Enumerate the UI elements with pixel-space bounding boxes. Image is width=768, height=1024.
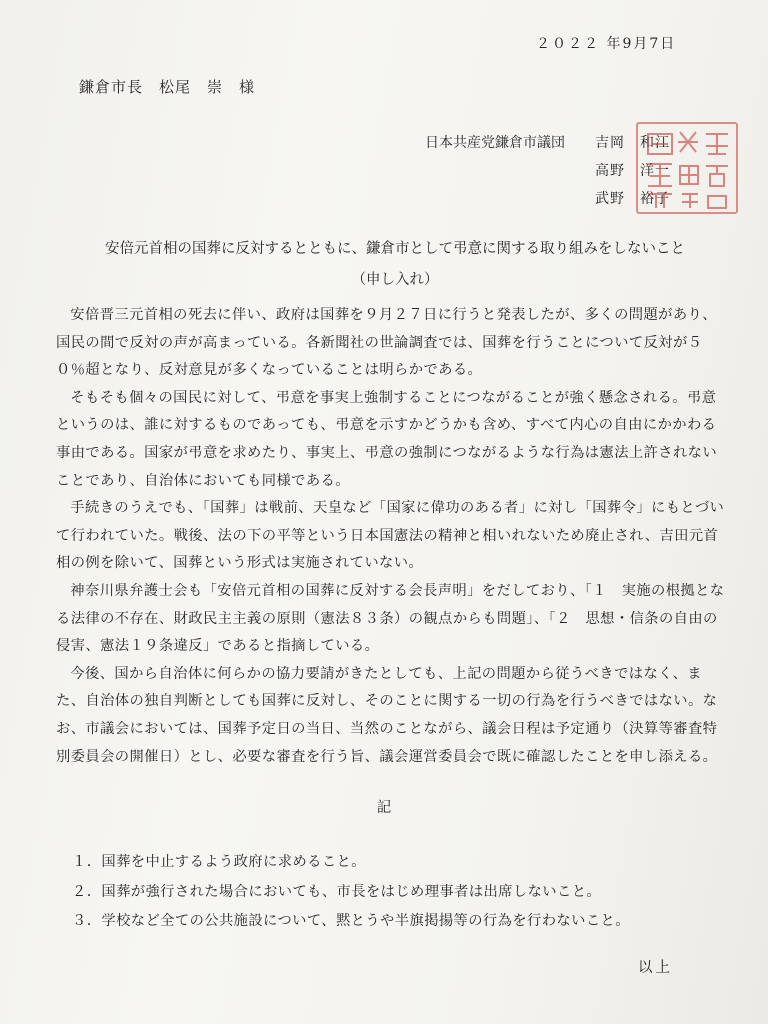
request-list xyxy=(72,848,630,937)
request-item: １．国葬を中止するよう政府に求めること。 xyxy=(72,854,366,870)
request-item: ２．国葬が強行された場合においても、市長をはじめ理事者は出席しないこと。 xyxy=(72,883,602,900)
sender-name: 吉岡 和江 xyxy=(595,135,670,151)
body-paragraph: 今後、国から自治体に何らかの協力要請がきたとしても、上記の問題から従うべきではなく、また、自治体の独自判断としても国葬に反対し、そのことに関する一切の行為を行うべきではない。なお、市議会においては、国葬予定日の当日、当然のことながら、議会日程は予定通り（決算等審査特別委員会の開催日）とし、必要な審査を行う旨、議会運営委員会で既に確認したことを申し添える。 xyxy=(56,665,718,765)
request-item: ３．学校など全ての公共施設について、黙とうや半旗掲揚等の行為を行わないこと。 xyxy=(72,913,630,929)
body-paragraph: 手続きのうえでも、「国葬」は戦前、天皇など「国家に偉功のある者」に対し「国葬令」にもとづいて行われていた。戦後、法の下の平等という日本国憲法の精神と相いれないため廃止され、吉田元首相の例を除いて、国葬という形式は実施されていない。 xyxy=(56,500,725,572)
sender-line-1 xyxy=(425,132,670,152)
section-heading-ki: 記 xyxy=(376,800,392,816)
sender-line-3 xyxy=(425,188,670,208)
addressee: 鎌倉市長 松尾 崇 様 xyxy=(79,78,256,96)
sender-name: 高野 洋一 xyxy=(595,163,670,179)
sender-name: 武野 裕子 xyxy=(595,191,670,207)
body-paragraph: 安倍晋三元首相の死去に伴い、政府は国葬を９月２７日に行うと発表したが、多くの問題があり、国民の間で反対の声が高まっている。各新聞社の世論調査では、国葬を行うことについて反対が５０％超となり、反対意見が多くなっていることは明らかである。 xyxy=(56,307,717,379)
title-line-2: （申し入れ） xyxy=(351,272,439,288)
sender-line-2 xyxy=(425,160,670,180)
document-date: ２０２２ 年9月7日 xyxy=(536,36,677,52)
closing-mark: 以上 xyxy=(638,960,673,976)
red-seal-stamp xyxy=(636,122,738,214)
seal-stamp-icon xyxy=(638,124,736,212)
document-body xyxy=(56,302,730,771)
sender-organization: 日本共産党鎌倉市議団 xyxy=(425,135,565,151)
body-paragraph: そもそも個々の国民に対して、弔意を事実上強制することにつながることが強く懸念される。弔意というのは、誰に対するものであっても、弔意を示すかどうかも含め、すべて内心の自由にかかわる事由である。国家が弔意を求めたり、事実上、弔意の強制につながるような行為は憲法上許されないことであり、自治体においても同様である。 xyxy=(56,389,718,489)
body-paragraph: 神奈川県弁護士会も「安倍元首相の国葬に反対する会長声明」をだしており、「１ 実施の根拠となる法律の不存在、財政民主主義の原則（憲法８３条）の観点からも問題」、「２ 思想・信条の自由の侵害、憲法１９条違反」であると指摘している。 xyxy=(56,582,725,655)
title-line-1: 安倍元首相の国葬に反対するとともに、鎌倉市として弔意に関する取り組みをしないこと xyxy=(105,241,685,257)
document-title xyxy=(60,234,730,296)
